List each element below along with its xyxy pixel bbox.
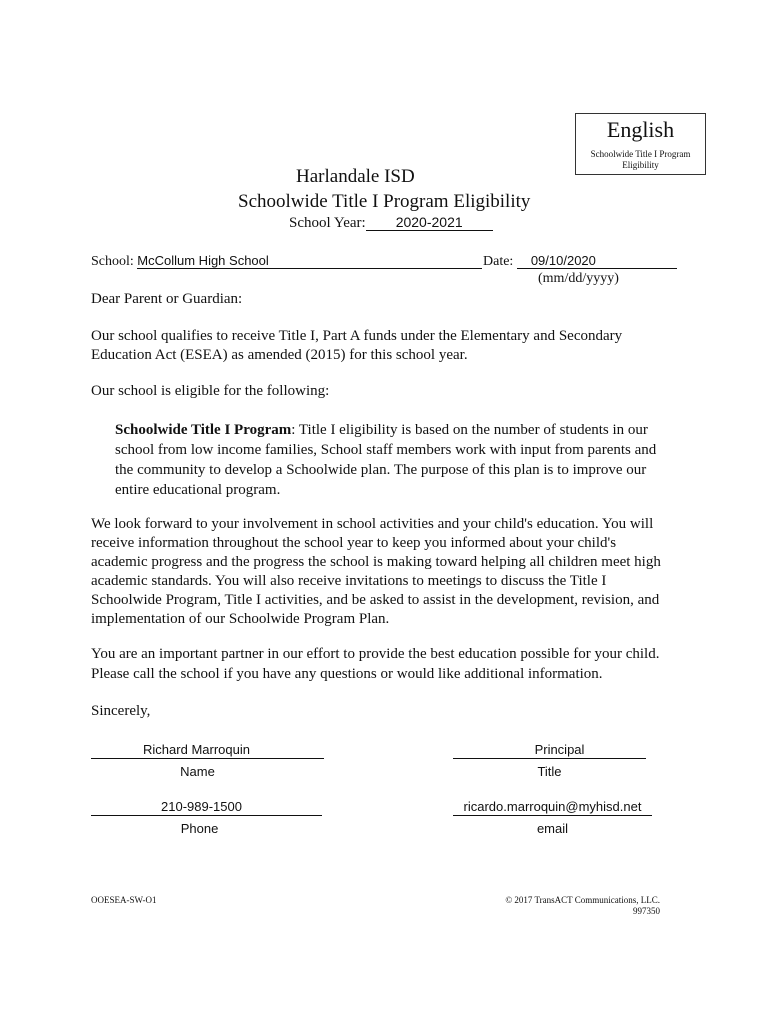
program-description: : Title I eligibility is based on the number of students in our <box>291 422 648 438</box>
school-year-line <box>289 214 493 232</box>
date-field <box>483 253 677 270</box>
school-field <box>91 253 482 270</box>
paragraph-line: You are an important partner in our effort to provide the best education possible for your child. <box>91 646 660 662</box>
language-box-subtitle <box>576 149 705 171</box>
title-label: Title <box>537 764 562 779</box>
email-value: ricardo.marroquin@myhisd.net <box>453 799 652 816</box>
paragraph-line: Our school qualifies to receive Title I, Part A funds under the Elementary and Secondary <box>91 328 623 344</box>
date-format-hint: (mm/dd/yyyy) <box>538 271 619 286</box>
paragraph-qualification <box>91 327 622 365</box>
closing: Sincerely, <box>91 703 151 719</box>
paragraph-eligible: Our school is eligible for the following: <box>91 383 330 399</box>
language-box <box>575 113 706 175</box>
email-label: email <box>536 821 569 836</box>
salutation: Dear Parent or Guardian: <box>91 291 243 307</box>
district-name: Harlandale ISD <box>296 166 415 187</box>
paragraph-line: Education Act (ESEA) as amended (2015) for this school year. <box>91 347 468 363</box>
title-value: Principal <box>453 742 646 759</box>
name-label: Name <box>180 764 215 779</box>
paragraph-line <box>115 420 656 440</box>
page-title: Schoolwide Title I Program Eligibility <box>238 191 531 212</box>
paragraph-line: academic standards. You will also receive invitations to meetings to discuss the Title I <box>91 573 607 589</box>
title-field <box>453 742 646 780</box>
language-box-subtitle-line: Schoolwide Title I Program <box>590 149 691 159</box>
paragraph-line: academic progress and the progress the school is making toward helping all children meet high <box>91 554 661 570</box>
paragraph-line: school from low income families, School staff members work with input from parents and <box>115 442 657 458</box>
language-label: English <box>606 117 675 142</box>
paragraph-involvement <box>91 515 661 629</box>
copyright: © 2017 TransACT Communications, LLC. <box>505 895 660 905</box>
paragraph-program <box>115 420 656 500</box>
date-value: 09/10/2020 <box>517 253 677 269</box>
paragraph-line: Please call the school if you have any questions or would like additional information. <box>91 666 603 682</box>
date-label: Date: <box>483 254 514 269</box>
paragraph-line: the community to develop a Schoolwide plan. The purpose of this plan is to improve our <box>115 462 647 478</box>
paragraph-partner <box>91 644 659 684</box>
paragraph-line: receive information throughout the school year to keep you informed about your child's <box>91 535 617 551</box>
form-code: OOESEA-SW-O1 <box>91 895 157 905</box>
paragraph-line: Schoolwide Program, Title I activities, and be asked to assist in the development, revision, and <box>91 592 660 608</box>
paragraph-line: implementation of our Schoolwide Program Plan. <box>91 611 390 627</box>
paragraph-line: We look forward to your involvement in school activities and your child's education. You will <box>91 516 654 532</box>
document-number: 997350 <box>633 906 660 916</box>
school-value: McCollum High School <box>137 253 482 269</box>
name-value: Richard Marroquin <box>91 742 324 759</box>
school-year-label: School Year: <box>289 215 366 231</box>
footer-copyright-block <box>480 895 660 917</box>
phone-value: 210-989-1500 <box>91 799 322 816</box>
paragraph-line: entire educational program. <box>115 482 281 498</box>
email-field <box>453 799 652 837</box>
language-box-subtitle-line: Eligibility <box>622 160 659 170</box>
school-label: School: <box>91 254 134 269</box>
phone-label: Phone <box>180 821 219 836</box>
phone-field <box>91 799 322 837</box>
school-year-value: 2020-2021 <box>366 214 493 231</box>
name-field <box>91 742 324 780</box>
program-name: Schoolwide Title I Program <box>115 422 292 438</box>
